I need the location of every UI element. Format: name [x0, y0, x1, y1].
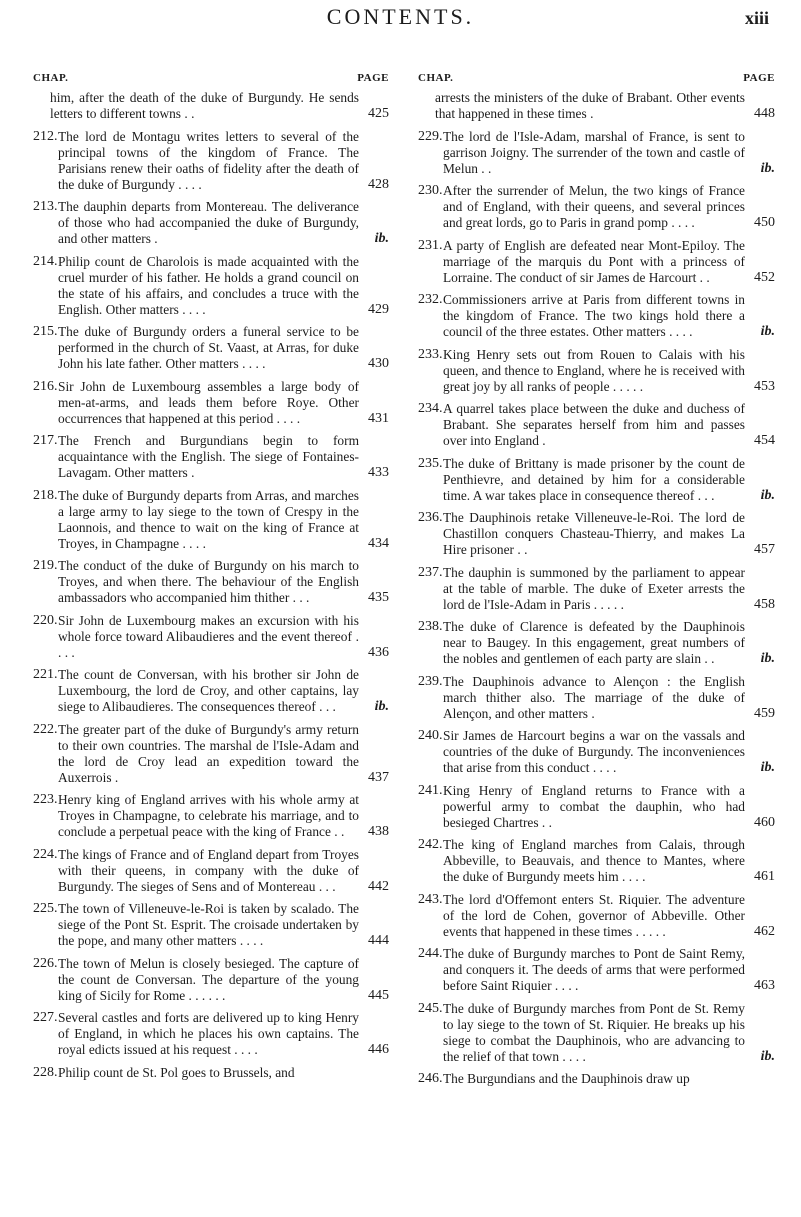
chapter-summary: A quarrel takes place between the duke and duchess of Brabant. She separates herself from him and passes over into England . — [443, 401, 745, 448]
chapter-summary: The lord de Montagu writes letters to several of the principal towns of the kingdom of France. The Parisians renew their oaths of fidelity after the death of the duke of Burgundy . . . . — [58, 128, 359, 192]
toc-entry — [33, 1010, 389, 1058]
chapter-number: 233. — [418, 346, 443, 362]
chapter-summary: The greater part of the duke of Burgundy's army return to their own countries. The marshal de l'Isle-Adam and the lord de Croy lead an expedition toward the Auxerrois . — [58, 721, 359, 785]
toc-entry — [33, 956, 389, 1004]
page-header — [0, 4, 801, 44]
chapter-number: 239. — [418, 673, 443, 689]
chapter-summary: Sir John de Luxembourg makes an excursion with his whole force toward Alibaudieres and the event thereof . . . . — [58, 612, 359, 660]
page-reference: 431 — [368, 410, 389, 426]
page-reference: 438 — [368, 824, 389, 839]
page-label: PAGE — [743, 72, 775, 84]
page-reference: ib. — [760, 160, 775, 176]
toc-entries — [418, 90, 775, 1087]
page-reference: 461 — [754, 869, 775, 884]
page-reference: 429 — [368, 301, 389, 317]
page-reference: 446 — [368, 1042, 389, 1057]
page-reference: ib. — [760, 324, 775, 339]
chapter-number: 213. — [33, 199, 58, 214]
chapter-number: 230. — [418, 183, 443, 198]
page-reference: 460 — [754, 814, 775, 830]
toc-entry — [33, 488, 389, 552]
chapter-number: 241. — [418, 782, 443, 798]
page-number: xiii — [744, 8, 769, 28]
chapter-summary: The town of Villeneuve-le-Roi is taken by scalado. The siege of the Pont St. Esprit. The croisade undertaken by the pope, and many other matters . . . . — [58, 901, 359, 948]
chapter-summary: The duke of Burgundy orders a funeral service to be performed in the church of St. Vaast, at Arras, for duke John his late father. Other matters . . . . — [58, 324, 359, 371]
chapter-number: 220. — [33, 612, 58, 628]
chapter-number: 227. — [33, 1010, 58, 1025]
toc-entry — [33, 90, 389, 122]
chapter-number: 222. — [33, 721, 58, 737]
page-reference: 437 — [368, 769, 389, 785]
page-reference: 444 — [368, 933, 389, 948]
toc-entry — [418, 619, 775, 667]
page-reference: 462 — [754, 923, 775, 939]
toc-entry — [418, 783, 775, 831]
toc-entry — [418, 1001, 775, 1065]
toc-entry — [418, 837, 775, 885]
chapter-number: 240. — [418, 728, 443, 743]
chapter-number: 224. — [33, 846, 58, 862]
toc-entry — [418, 90, 775, 122]
chapter-number: 214. — [33, 253, 58, 269]
right-column — [418, 72, 775, 1094]
page-reference: 463 — [754, 978, 775, 993]
page-reference: 453 — [754, 378, 775, 394]
toc-entry — [418, 728, 775, 776]
page-reference: 430 — [368, 356, 389, 371]
chapter-summary: Henry king of England arrives with his whole army at Troyes in Champagne, to celebrate his marriage, and to conclude a perpetual peace with the king of France . . — [58, 792, 359, 839]
toc-entry — [33, 199, 389, 247]
chapter-summary: The French and Burgundians begin to form acquaintance with the English. The siege of Fontaines-Lavagam. Other matters . — [58, 433, 359, 480]
chapter-number: 228. — [33, 1064, 58, 1080]
chapter-number: 217. — [33, 433, 58, 448]
chapter-number: 225. — [33, 901, 58, 916]
page-reference: 458 — [754, 596, 775, 612]
toc-entry — [418, 292, 775, 340]
chapter-number: 244. — [418, 946, 443, 961]
page-reference: 436 — [368, 644, 389, 660]
toc-entry — [33, 1065, 389, 1081]
chapter-summary: arrests the ministers of the duke of Brabant. Other events that happened in these times . — [435, 90, 745, 121]
toc-entry — [33, 379, 389, 427]
chapter-summary: Sir John de Luxembourg assembles a large body of men-at-arms, and leads them before Roye. Other occurrences that happened at this period . . . . — [58, 378, 359, 426]
page-reference: ib. — [374, 231, 389, 246]
chapter-summary: After the surrender of Melun, the two kings of France and of England, with their queens, and several princes and great lords, go to Paris in grand pomp . . . . — [443, 183, 745, 230]
toc-entry — [418, 347, 775, 395]
chapter-summary: The duke of Brittany is made prisoner by the count de Penthievre, and detained by him for a considerable time. A war takes place in consequence thereof . . . — [443, 455, 745, 503]
toc-entry — [418, 238, 775, 286]
chapter-summary: The Dauphinois retake Villeneuve-le-Roi. The lord de Chastillon conquers Chasteau-Thierry, and makes La Hire prisoner . . — [443, 510, 745, 557]
column-header — [33, 72, 389, 90]
chap-label: CHAP. — [418, 72, 454, 84]
chapter-summary: The count de Conversan, with his brother sir John de Luxembourg, the lord de Croy, and other captains, lay siege to Alibaudieres. The consequences thereof . . . — [58, 667, 359, 714]
toc-entry — [33, 254, 389, 318]
chapter-summary: The lord d'Offemont enters St. Riquier. The adventure of the lord de Cohen, governor of Abbeville. Other events that happened in these times . . . . . — [443, 891, 745, 939]
chapter-number: 226. — [33, 955, 58, 971]
chapter-number: 223. — [33, 792, 58, 807]
chapter-summary: The duke of Burgundy departs from Arras, and marches a large army to lay siege to the town of Crespy in the Laonnois, and thence to wait on the king of France at Troyes, in Champagne . . . . — [58, 487, 359, 551]
chapter-number: 229. — [418, 128, 443, 144]
chapter-summary: The kings of France and of England depart from Troyes with their queens, in company with the duke of Burgundy. The sieges of Sens and of Montereau . . . — [58, 846, 359, 894]
chapter-summary: King Henry of England returns to France with a powerful army to combat the dauphin, who had besieged Chartres . . — [443, 782, 745, 830]
chapter-summary: The king of England marches from Calais, through Abbeville, to Beauvais, and thence to Mantes, where the duke of Burgundy meets him . . . . — [443, 837, 745, 884]
page-reference: 425 — [368, 106, 389, 121]
page-reference: 442 — [368, 878, 389, 894]
chapter-number: 221. — [33, 667, 58, 682]
toc-entry — [33, 433, 389, 481]
page-reference: ib. — [374, 699, 389, 714]
chapter-summary: The Burgundians and the Dauphinois draw up — [443, 1071, 690, 1086]
chapter-number: 231. — [418, 237, 443, 253]
column-header — [418, 72, 775, 90]
chapter-number: 234. — [418, 401, 443, 416]
chapter-summary: The duke of Burgundy marches from Pont de St. Remy to lay siege to the town of St. Riquier. He breaks up his siege to combat the Dauphinois, who are advancing to the relief of that town . . . . — [443, 1000, 745, 1064]
page-reference: 433 — [368, 465, 389, 480]
toc-entry — [418, 1071, 775, 1087]
page-reference: 448 — [754, 106, 775, 121]
chapter-summary: Philip count de Charolois is made acquainted with the cruel murder of his father. He holds a grand council on the state of his affairs, and concludes a truce with the English. Other matters . . . . — [58, 253, 359, 317]
page-reference: 435 — [368, 590, 389, 605]
chapter-number: 215. — [33, 324, 58, 339]
chapter-number: 236. — [418, 510, 443, 525]
chapter-summary: Sir James de Harcourt begins a war on the vassals and countries of the duke of Burgundy. The inconveniences that arise from this conduct . . . . — [443, 728, 745, 775]
page-reference: 452 — [754, 269, 775, 285]
chapter-number: 243. — [418, 891, 443, 907]
chap-label: CHAP. — [33, 72, 69, 84]
toc-entry — [33, 792, 389, 840]
chapter-number: 245. — [418, 1000, 443, 1016]
toc-entry — [418, 183, 775, 231]
chapter-number: 212. — [33, 128, 58, 144]
page-reference: 445 — [368, 987, 389, 1003]
chapter-summary: The town of Melun is closely besieged. The capture of the count de Conversan. The departure of the young king of Sicily for Rome . . . . . . — [58, 955, 359, 1003]
toc-entry — [33, 667, 389, 715]
toc-entry — [418, 401, 775, 449]
chapter-number: 219. — [33, 558, 58, 573]
toc-entry — [33, 324, 389, 372]
chapter-number: 238. — [418, 619, 443, 634]
toc-entry — [33, 613, 389, 661]
chapter-summary: The lord de l'Isle-Adam, marshal of France, is sent to garrison Joigny. The surrender of the town and castle of Melun . . — [443, 128, 745, 176]
page-title: CONTENTS. — [326, 4, 475, 29]
page-reference: 457 — [754, 542, 775, 557]
toc-entry — [33, 129, 389, 193]
chapter-summary: The dauphin departs from Montereau. The deliverance of those who had accompanied the duke of Burgundy, and other matters . — [58, 199, 359, 246]
chapter-summary: A party of English are defeated near Mont-Epiloy. The marriage of the marquis du Pont with a princess of Lorraine. The conduct of sir James de Harcourt . . — [443, 237, 745, 285]
chapter-summary: him, after the death of the duke of Burgundy. He sends letters to different towns . . — [50, 90, 359, 121]
toc-entry — [33, 722, 389, 786]
toc-entry — [418, 946, 775, 994]
page-reference: ib. — [760, 760, 775, 775]
toc-entries — [33, 90, 389, 1081]
chapter-number: 235. — [418, 455, 443, 471]
chapter-number: 216. — [33, 378, 58, 394]
chapter-summary: The Dauphinois advance to Alençon : the English march thither also. The marriage of the duke of Alençon, and other matters . — [443, 673, 745, 721]
toc-entry — [33, 901, 389, 949]
toc-entry — [33, 847, 389, 895]
page-reference: 428 — [368, 176, 389, 192]
chapter-summary: The dauphin is summoned by the parliament to appear at the table of marble. The duke of Exeter arrests the lord de l'Isle-Adam in Paris . . . . . — [443, 564, 745, 612]
toc-entry — [418, 565, 775, 613]
toc-entry — [418, 892, 775, 940]
toc-entry — [418, 456, 775, 504]
chapter-number: 242. — [418, 837, 443, 852]
chapter-number: 237. — [418, 564, 443, 580]
chapter-summary: The conduct of the duke of Burgundy on his march to Troyes, and when there. The behaviour of the English ambassadors who accompanied him thither . . . — [58, 558, 359, 605]
toc-entry — [418, 674, 775, 722]
page-reference: ib. — [760, 487, 775, 503]
chapter-summary: The duke of Clarence is defeated by the Dauphinois near to Baugey. In this engagement, great numbers of the nobles and gentlemen of each party are slain . . — [443, 619, 745, 666]
chapter-summary: Philip count de St. Pol goes to Brussels, and — [58, 1064, 295, 1080]
page-reference: 450 — [754, 215, 775, 230]
page-reference: 434 — [368, 535, 389, 551]
chapter-number: 232. — [418, 292, 443, 307]
chapter-summary: King Henry sets out from Rouen to Calais with his queen, and thence to England, where he is received with great joy by all ranks of people . . . . . — [443, 346, 745, 394]
page-reference: 459 — [754, 705, 775, 721]
chapter-number: 246. — [418, 1071, 443, 1086]
toc-entry — [418, 510, 775, 558]
chapter-summary: Commissioners arrive at Paris from different towns in the kingdom of France. The two kings hold there a council of the three estates. Other matters . . . . — [443, 292, 745, 339]
chapter-number: 218. — [33, 487, 58, 503]
left-column — [33, 72, 389, 1087]
page-reference: ib. — [760, 1048, 775, 1064]
toc-entry — [33, 558, 389, 606]
page-label: PAGE — [357, 72, 389, 84]
chapter-summary: Several castles and forts are delivered up to king Henry of England, in which he places his own captains. The royal edicts issued at his request . . . . — [58, 1010, 359, 1057]
page-reference: 454 — [754, 433, 775, 448]
page-reference: ib. — [760, 651, 775, 666]
toc-entry — [418, 129, 775, 177]
chapter-summary: The duke of Burgundy marches to Pont de Saint Remy, and conquers it. The deeds of arms that were performed before Saint Riquier . . . . — [443, 946, 745, 993]
